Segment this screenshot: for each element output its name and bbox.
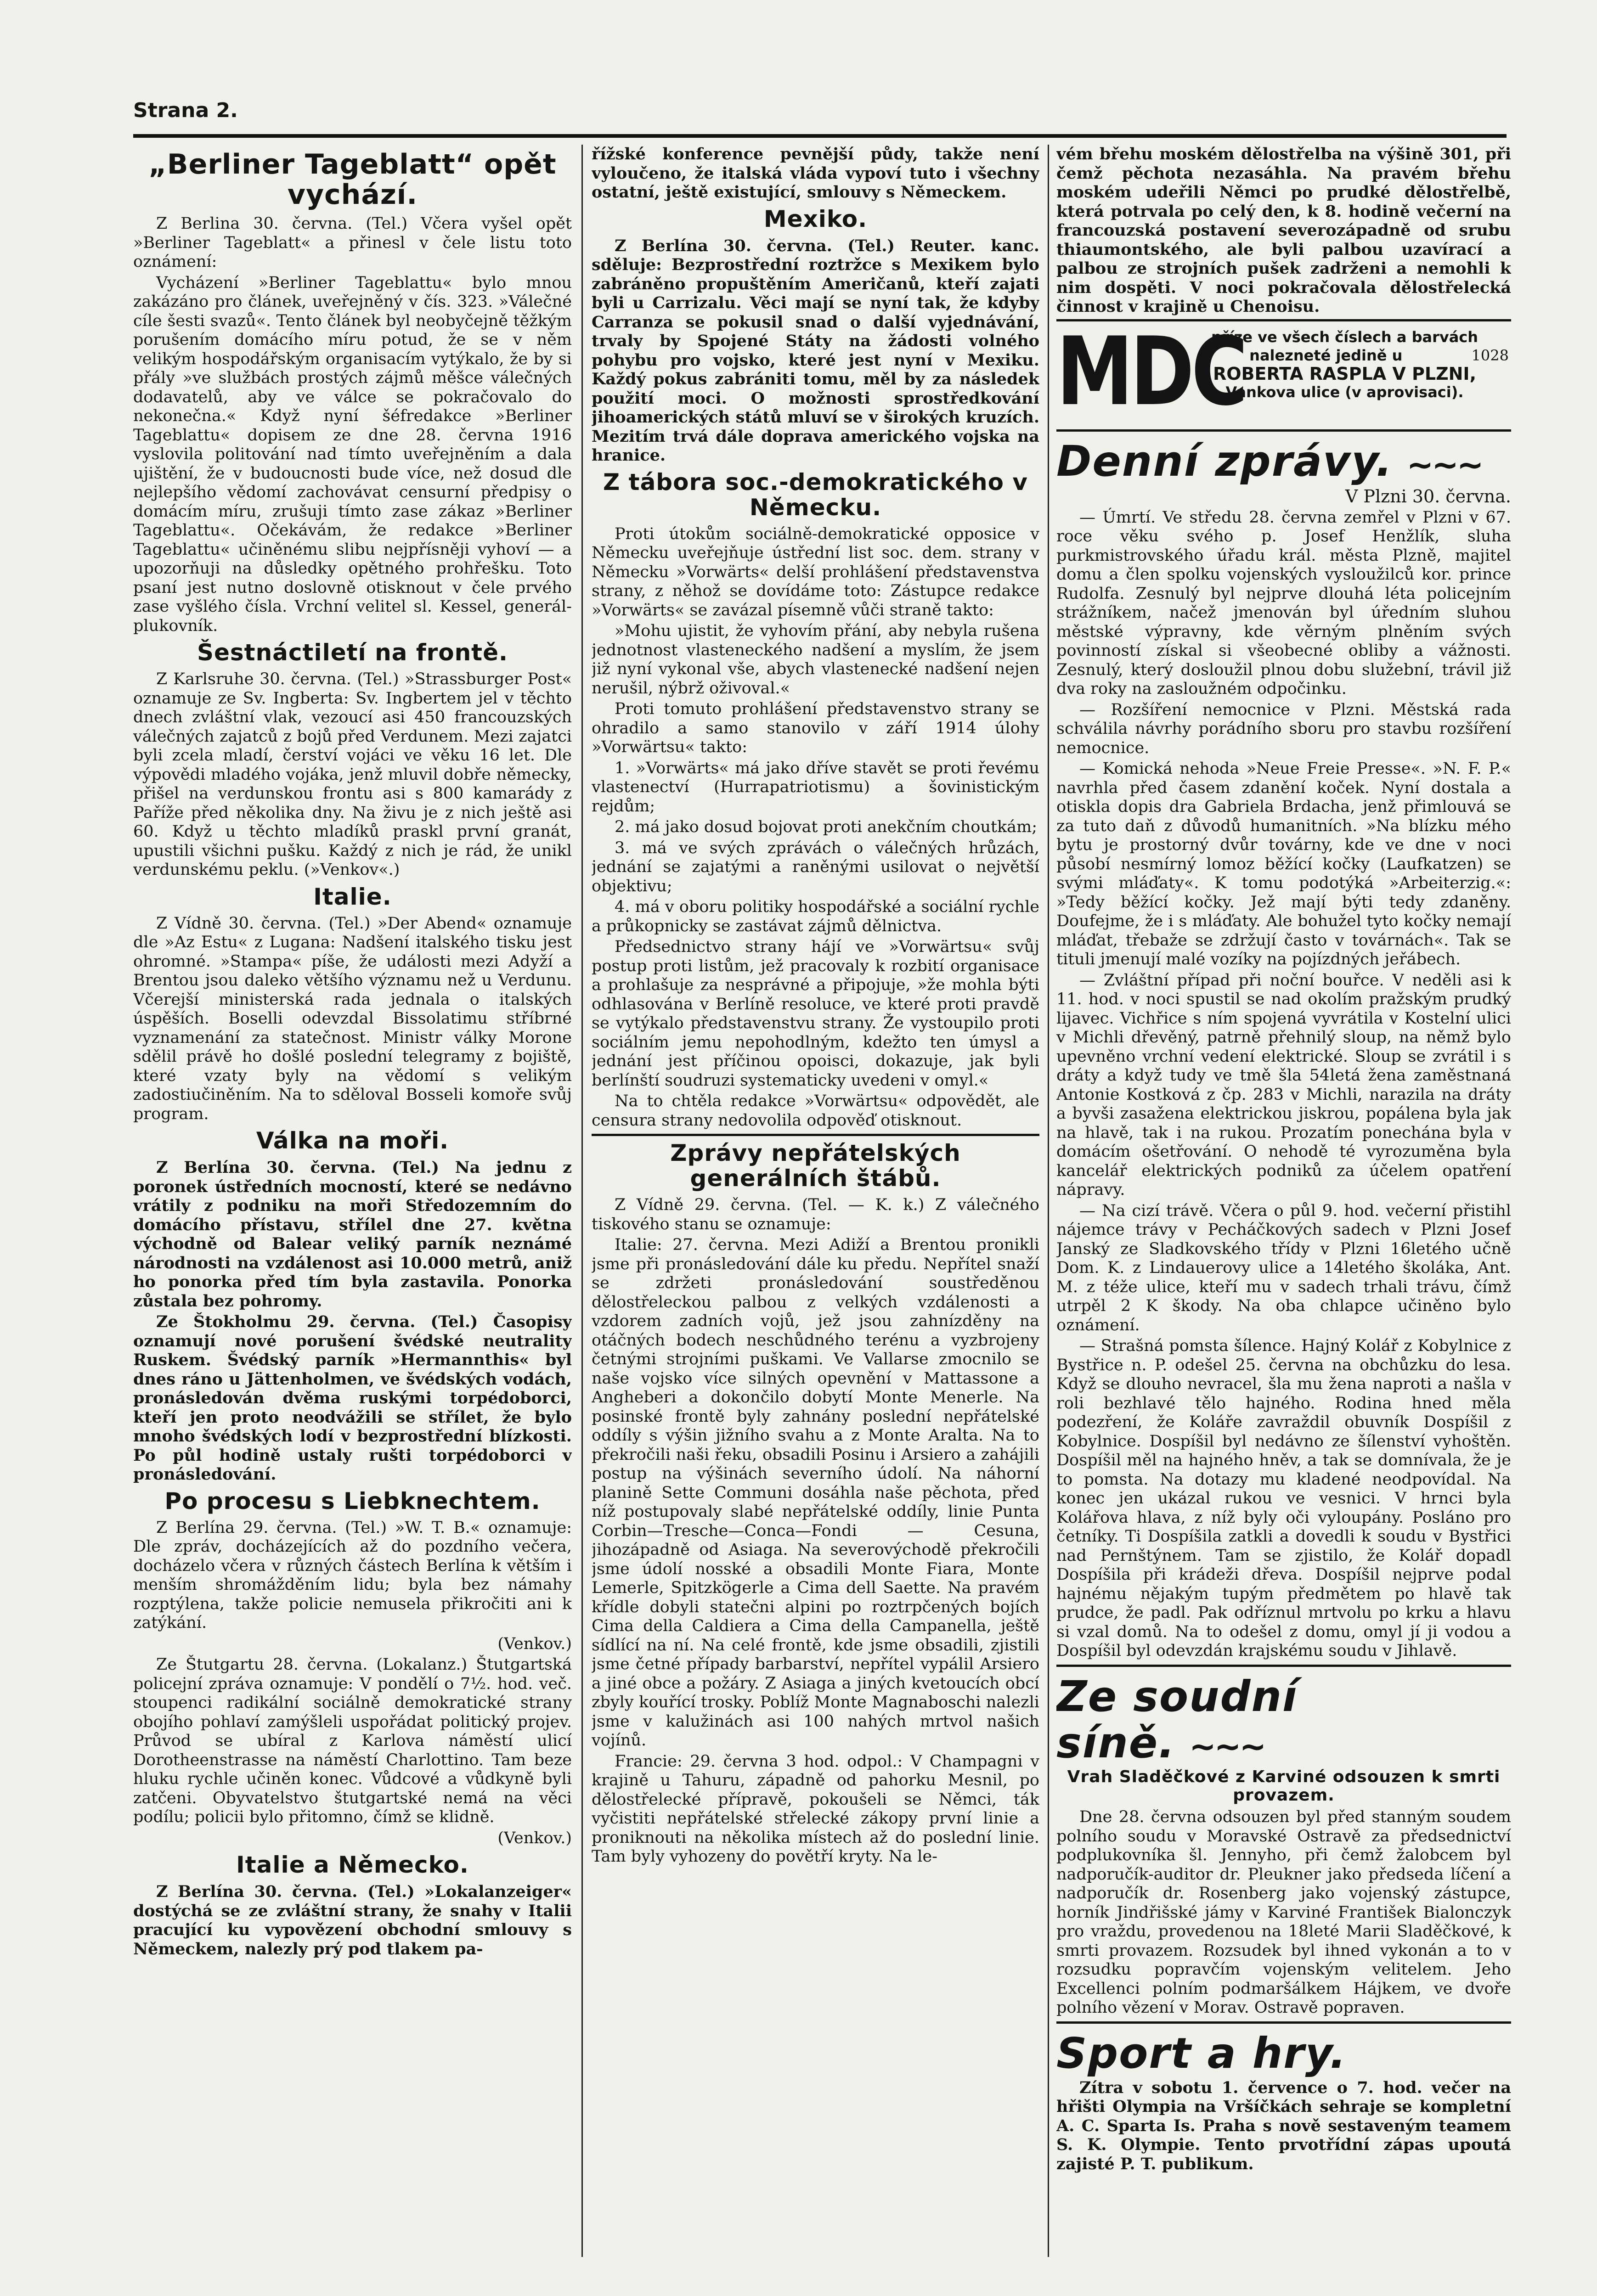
article-paragraph: 2. má jako dosud bojovat proti anekčním choutkám;	[615, 818, 1038, 836]
article-paragraph: Dne 28. června odsouzen byl před stanným soudem polního soudu v Moravské Ostravě za předsednictví podplukovníka šl. Jennyho, při čemž žalobcem byl nadporučík-auditor dr. Pleukner jako předseda líčení a nadporučík dr. Rosenberg jako vojenský zástupce, horník Jindřišské jámy v Karviné František Bialonczyk pro vraždu, provedenou na 18leté Marii Sladěčkové, k smrti provazem. Rozsudek byl ihned vykonán a to v rozsudku popravčím vojenským velitelem. Jeho Excellenci polním podmaršálkem Hájkem, ve dvoře polního vězení v Morav. Ostravě popraven.	[1056, 1808, 1511, 2017]
article-paragraph: Ze Štokholmu 29. června. (Tel.) Časopisy oznamují nové porušení švédské neutrality Ruskem. Švédský parník »Hermannthis« byl dnes ráno u Jättenholmen, ve švédských vodách, pronásledován dvěma ruskými torpédoborci, kteří jen proto neodvážili se střílet, že bylo mnoho švédských lodí v bezprostřední blízkosti. Po půl hodině ustaly rušti torpédoborci v pronásledování.	[133, 1312, 572, 1484]
ad-line-text: příze ve všech číslech a barvách nalezneté jedině u	[1211, 328, 1478, 364]
article-paragraph: vém břehu moském dělostřelba na výšině 301, při čemž pěchota nezasáhla. Na pravém břehu moském udeřili Němci po prudké dělostřelbě, která potrvala po celý den, k 8. hodině večerní na francouzská postavení severozápadně od srubu thiaumontského, ale byli palbou uzavírací a palbou ze strojních pušek zadrženi a nemohli k nim dospěti. V noci pokračovala dělostřelecká činnost v krajině u Chenoisu.	[1056, 145, 1511, 316]
article-paragraph: 1. »Vorwärts« má jako dříve stavět se proti řevému vlastenectví (Hurrapatriotismu) a šovinistickým rejdům;	[592, 759, 1039, 816]
article-title: Zprávy nepřátelských generálních štábů.	[670, 1140, 961, 1192]
header-rule	[133, 134, 1507, 138]
section-title	[1056, 438, 1511, 484]
article-paragraph: »Mohu ujistit, že vyhovím přání, aby nebyla rušena jednotnost vlasteneckého nadšení a myslím, že jsem již nyní vykonal vše, abych vlastenecké nadšení nejen nerušil, nýbrž oživoval.«	[592, 622, 1039, 698]
column-2	[592, 145, 1039, 2275]
ornament-icon: ~~~	[1189, 1727, 1265, 1765]
ornament-icon: ~~~	[1406, 445, 1482, 484]
ad-logo: MDC	[1056, 317, 1245, 427]
article-title: Italie a Německo.	[236, 1851, 469, 1878]
article-paragraph: Vycházení »Berliner Tageblattu« bylo mnou zakázáno pro článek, uveřejněný v čís. 323. »Válečné cíle šesti svazů«. Tento článek byl neobyčejně těžkým porušením domácího míru potud, že se v něm velikým hospodářským organisacím vytýkalo, že by si přály »ve službách prostých zájmů měšce válečných dodavatelů, aby ve válce se pokračovalo do nekonečna.« Když nyní šéfredakce »Berliner Tageblattu« dopisem ze dne 28. června 1916 vyslovila politování nad tímto uveřejněním a dala ujištění, že v budoucnosti bude více, než dosud dle nejlepšího vědomí zachovávat censurní předpisy o domácím míru, zrušuji tímto zase zákaz »Berliner Tageblattu«. Očekávám, že redakce »Berliner Tageblattu« učiněnému slibu nejpřísněji vyhoví — a upozorňuji na důsledky opětného prohřešku. Toto psaní jest nutno doslovně otisknout v čele prvého zase vyšlého čísla. Vrchní velitel sl. Kessel, generál-plukovník.	[133, 273, 572, 635]
article-title: Z tábora soc.-demokratického v Německu.	[603, 468, 1028, 521]
advertisement	[1056, 319, 1511, 432]
section-title-text: Ze soudní síně.	[1056, 1671, 1298, 1767]
article-paragraph: Proti tomuto prohlášení představenstvo strany se ohradilo a samo stanovilo v září 1914 úlohy »Vorwärtsu« takto:	[592, 700, 1039, 756]
article-title: Mexiko.	[763, 205, 868, 232]
section-rule	[1056, 1665, 1511, 1667]
page-number: Strana 2.	[133, 99, 238, 122]
article-paragraph: Z Berlína 30. června. (Tel.) Na jednu z poronek ústředních mocností, které se nedávno vrátily z podniku na moři Středozemním do domácího přístavu, střílel dne 27. května východně od Balear veliký parník neznámé národnosti na vzdálenost asi 10.000 metrů, aniž ho ponorka před tím byla zastavila. Ponorka zůstala bez pohromy.	[133, 1158, 572, 1311]
article-paragraph: Z Berlina 30. června. (Tel.) Včera vyšel opět »Berliner Tageblatt« a přinesl v čele listu toto oznámení:	[133, 214, 572, 271]
article-paragraph: 3. má ve svých zprávách o válečných hrůzách, jednání se zajatými a raněnými usilovat o největší objektivu;	[592, 838, 1039, 895]
article-paragraph: Z Berlína 30. června. (Tel.) »Lokalanzeiger« dostýchá se ze zvláštní strany, že snahy v Italii pracující ku vypovězení obchodní smlouvy s Německem, nalezly prý pod tlakem pa-	[133, 1882, 572, 1958]
article-paragraph: 4. má v oboru politiky hospodářské a sociální rychle a průkopnicky se zastávat zájmů dělnictva.	[592, 898, 1039, 935]
ad-line	[1180, 328, 1509, 365]
column-1	[133, 145, 572, 2275]
article-title: Italie.	[313, 883, 392, 910]
article-paragraph: Ze Štutgartu 28. června. (Lokalanz.) Štutgartská policejní zpráva oznamuje: V pondělí o 7½. hod. več. stoupenci radikální sociálně demokratické strany obojího pohlaví zamýšleli uspořádat politický projev. Průvod se ubíral z Karlova náměstí ulicí Dorotheenstrasse na náměstí Charlottino. Tam beze hluku rychle učiněn konec. Vůdcové a vůdkyně byli zatčeni. Obyvatelstvo štutgartské nemá na věci podílu; policii bylo přitomno, čímž se klidně.	[133, 1655, 572, 1826]
article-paragraph: Italie: 27. června. Mezi Adiží a Brentou pronikli jsme při pronásledování dále ku předu. Nepřítel snaží se zdržeti pronásledování soustředěnou dělostřeleckou palbou z velkých vzdálenosti a vzdorem zadních vojů, jež jsou zahnízděny na otáčných bodech neschůdného terénu a vyzbrojeny četnými strojními puškami. Ve Vallarse zmocnilo se naše vojsko více silných opevnění v Mattassone a Angheberi a dokončilo dobytí Monte Menerle. Na posinské frontě byly zahnány poslední nepřátelské oddíly s výšin jižního svahu a z Monte Aralta. Na to překročili naši řeku, obsadili Posinu i Arsiero a zahájili postup na výšinách severního údolí. Na náhorní planině Sette Communi dosáhla naše pěchota, před níž postupovaly slabé nepřátelské oddíly, linie Punta Corbin—Tresche—Conca—Fondi — Cesuna, jihozápadně od Asiaga. Na severovýchodě překročili jsme údolí nosské a obsadili Monte Fiara, Monte Lemerle, Spitzkögerle a Cima dell Saette. Na pravém křídle dobyli statečni alpini po roztrpčených bojích Cima della Caldiera a Cima della Campanella, ještě sídlící na ní. Na celé frontě, kde jsme obsadili, zjistili jsme četné případy barbarství, nepřítel vypálil Arsiero a jiné obce a požáry. Z Asiaga a jiných kvetoucích obcí zbyly kouřící trosky. Poblíž Monte Magnaboschi nalezli jsme v kalužinách asi 100 nahých mrtvol našich vojínů.	[592, 1236, 1039, 1750]
article-title: „Berliner Tageblatt“ opět vychází.	[148, 148, 557, 211]
column-divider	[581, 145, 583, 2257]
article-paragraph: Z Karlsruhe 30. června. (Tel.) »Strassburger Post« oznamuje ze Sv. Ingberta: Sv. Ingbertem jel v těchto dnech zvláštní vlak, vezoucí asi 450 francouzských válečných zajatců z bojů před Verdunem. Mezi zajatci byli zcela mladí, čerství vojáci ve věku 16 let. Dle výpovědi mladého vojáka, jenž mluvil dobře německy, přišel na verdunskou frontu asi s 800 kamarády z Paříže před několika dny. Na živu je z nich ještě asi 60. Když u těchto mladíků praskl první granát, upustili všichni pušku. Každý z nich je rád, že unikl verdunskému peklu. (»Venkov«.)	[133, 670, 572, 879]
ad-company: ROBERTA RASPLA V PLZNI,	[1213, 363, 1477, 384]
article-paragraph: Zítra v sobotu 1. července o 7. hod. večer na hřišti Olympia na Vršíčkách sehraje se kompletní A. C. Sparta Is. Praha s nově sestaveným teamem S. K. Olympie. Tento prvotřídní zápas upoutá zajisté P. T. publikum.	[1056, 2078, 1511, 2173]
article-title: Válka na moři.	[256, 1127, 449, 1154]
article-paragraph: řížské konference pevnější půdy, takže není vyloučeno, že italská vláda vypoví tuto i všechny ostatní, ještě existující, smlouvy s Německem.	[592, 145, 1039, 202]
news-item: — Na cizí trávě. Včera o půl 9. hod. večerní přistihl nájemce trávy v Pecháčkových sadech v Plzni Josef Janský ze Sladkovského třídy v Plzni 16letého učně Dom. K. z Lindauerovy ulice a 14letého školáka, Ant. M. z téže ulice, kteří mu v sadech trhali trávu, čímž utrpěl 2 K škody. Na oba chlapce učiněno bylo oznámení.	[1056, 1201, 1511, 1334]
column-divider	[1048, 145, 1049, 2257]
dateline: V Plzni 30. června.	[1345, 486, 1511, 506]
article-paragraph: Proti útokům sociálně-demokratické opposice v Německu uveřejňuje ústřední list soc. dem. strany v Německu »Vorwärts« delší prohlášení představenstva strany, z něhož se dovídáme toto: Zástupce redakce »Vorwärts« se zavázal písemně vůči straně takto:	[592, 524, 1039, 619]
article-source: (Venkov.)	[497, 1829, 572, 1847]
section-title: Sport a hry.	[1056, 2028, 1347, 2078]
article-paragraph: Z Berlína 30. června. (Tel.) Reuter. kanc. sděluje: Bezprostřední roztržce s Mexikem bylo zabráněno propuštěním Američanů, kteří zajati byli u Carrizalu. Věci mají se nyní tak, že kdyby Carranza se pokusil snad o další vyjednávání, trvaly by Spojené Státy na žádosti volného pohybu pro vojsko, které jest nyní v Mexiku. Každý pokus zabrániti tomu, měl by za následek použití moci. O možnosti sprostředkování jihoamerických států mluví se v širokých kruzích. Mezitím trvá dále doprava amerického vojska na hranice.	[592, 236, 1039, 465]
article-title: Šestnáctiletí na frontě.	[197, 639, 508, 666]
article-title: Po procesu s Liebknechtem.	[164, 1487, 541, 1514]
article-paragraph: Na to chtěla redakce »Vorwärtsu« odpovědět, ale censura strany nedovolila odpověď otisknout.	[592, 1092, 1039, 1130]
news-item: — Komická nehoda »Neue Freie Presse«. »N. F. P.« navrhla před časem zdanění koček. Nyní dostala a otiskla dopis dra Gabriela Brdacha, jenž přimlouvá se za tuto daň z důvodů humanitních. »Na blízku mého bytu je prostorný dvůr továrny, kde ve dne v noci působí nesmírný lomoz běžící kočky (Laufkatzen) se svými mláďaty«. K tomu podotýká »Arbeiterzig.«: »Tedy běžící kočky. Jež mají býti tedy zdaněny. Doufejme, že i s mláďaty. Ale bohužel tyto kočky nemají mláďat, třebaže se zdržují často v továrnách«. Tak se tituli jmenují malé vozíky na pojízdných jeřábech.	[1056, 760, 1511, 969]
section-rule	[592, 1134, 1039, 1136]
column-3	[1056, 145, 1511, 2275]
section-title-text: Denní zprávy.	[1056, 436, 1393, 486]
article-source: (Venkov.)	[497, 1634, 572, 1653]
news-item: — Zvláštní případ při noční bouřce. V neděli asi k 11. hod. v noci spustil se nad okolím pražským prudký lijavec. Vichřice s ním spojená vyvrátila v Kostelní ulici v Michli dřevěný, patrně přehnilý sloup, na němž bylo upevněno vrchní vedení elektrické. Sloup se zvrátil i s dráty a když tudy ve tmě šla 54letá žena zaměstnaná Antonie Kostková z čp. 283 v Michli, narazila na dráty a byvši zasažena elektrickou jiskrou, popálena byla jak na hlavě, tak i na rukou. Prozatím ponechána byla v domácím ošetřování. O nehodě té vyrozuměna byla kancelář elektrických podniků za účelem opatření nápravy.	[1056, 971, 1511, 1199]
article-title: Vrah Sladěčkové z Karviné odsouzen k smrti provazem.	[1067, 1767, 1501, 1805]
ad-text	[1180, 328, 1509, 401]
news-item: — Rozšíření nemocnice v Plzni. Městská rada schválila návrhy porádního sboru pro stavbu rozšíření nemocnice.	[1056, 700, 1511, 757]
article-paragraph: Z Vídně 30. června. (Tel.) »Der Abend« oznamuje dle »Az Estu« z Lugana: Nadšení italského tisku jest ohromné. »Stampa« píše, že události mezi Adyží a Brentou jsou daleko většího významu než u Verdunu. Včerejší ministerská rada jednala o italských úspěších. Boselli odevzdal Bissolatimu stříbrné vyznamenání za statečnost. Ministr války Morone sdělil právě ho došlé poslední telegramy z bojiště, které vzaty byly na vědomí s velikým zadostiučiněním. Na to sděloval Bosseli komoře svůj program.	[133, 914, 572, 1123]
article-paragraph: Předsednictvo strany hájí ve »Vorwärtsu« svůj postup proti listům, jež pracovaly k rozbití organisace a prohlašuje za nesprávné a připojuje, »že mohla býti odhlasována v Berlíně resoluce, ve které proti pravdě se vytýkalo představenstvu strany. Že vystoupilo proti sociálním jemu nepohodlným, kdežto ten úmysl a jednání jest příčinou opoisci, dokazuje, jak byli berlínští soudruzi systematicky uvedeni v omyl.«	[592, 938, 1039, 1090]
article-paragraph: Z Vídně 29. června. (Tel. — K. k.) Z válečného tiskového stanu se oznamuje:	[592, 1196, 1039, 1233]
news-item: — Strašná pomsta šílence. Hajný Kolář z Kobylnice z Bystřice n. P. odešel 25. června na obchůzku do lesa. Když se dlouho nevracel, šla mu žena naproti a našla v roli bezhlavé tělo hajného. Rodina hned měla podezření, že Koláře zavraždil obuvník Dospíšil z Kobylnice. Dospíšil byl nedávno ze šílenství vyhoštěn. Dospíšil měl na hajného hněv, a tak se domnívala, že je to pomsta. Na dotazy mu kladené neodpovídal. Na konec jen ukázal rukou ve vesnici. V hrnci byla Kolářova hlava, z níž byly oči vyloupány. Posláno pro četníky. Ti Dospíšila zatkli a dovedli k soudu v Bystřici nad Pernštýnem. Tam se zjistilo, že Kolář dopadl Dospíšila při krádeži dřeva. Dospíšil nejprve podal hajnému nějakým tupým předmětem po hlavě tak prudce, že padl. Pak odříznul mrtvolu po krku a hlavu si vzal domů. Na to odešel z domu, omyl jí ji vodou a Dospíšil byl odevzdán krajskému soudu v Jihlavě.	[1056, 1337, 1511, 1660]
section-title	[1056, 1673, 1511, 1766]
section-rule	[1056, 2021, 1511, 2024]
news-item: — Úmrtí. Ve středu 28. června zemřel v Plzni v 67. roce věku svého p. Josef Henžlík, sluha purkmistrovského úřadu král. města Plzně, majitel domu a člen spolku vojenských vysloužilců kor. prince Rudolfa. Zesnulý byl nejprve dlouhá léta policejním strážníkem, načež jmenován byl úředním sluhou městské výpravny, kde věrným plněním svých povinností získal si všeobecné obliby a vážnosti. Zesnulý, který dosloužil plnou dobu služební, trávil již dva roky na zasloužném odpočinku.	[1056, 508, 1511, 698]
article-paragraph: Z Berlína 29. června. (Tel.) »W. T. B.« oznamuje: Dle zpráv, docházejících až do pozdního večera, docházelo včera v různých částech Berlína k větším i menším shromážděním lidu; byla bez námahy rozptýlena, takže policie nemusela přikročiti ani k zatýkání.	[133, 1518, 572, 1632]
article-paragraph: Francie: 29. června 3 hod. odpol.: V Champagni v krajině u Tahuru, západně od pahorku Mesnil, po dělostřelecké přípravě, pokoušeli se Němci, ták vyčistiti nepřátelské střelecké zákopy první linie a proniknouti na několika místech až do poslední linie. Tam byly vyhozeny do povětří kryty. Na le-	[592, 1752, 1039, 1866]
ad-number: 1028	[1471, 346, 1509, 364]
ad-address: Vankova ulice (v aprovisaci).	[1225, 383, 1464, 401]
page-header	[133, 99, 1507, 131]
